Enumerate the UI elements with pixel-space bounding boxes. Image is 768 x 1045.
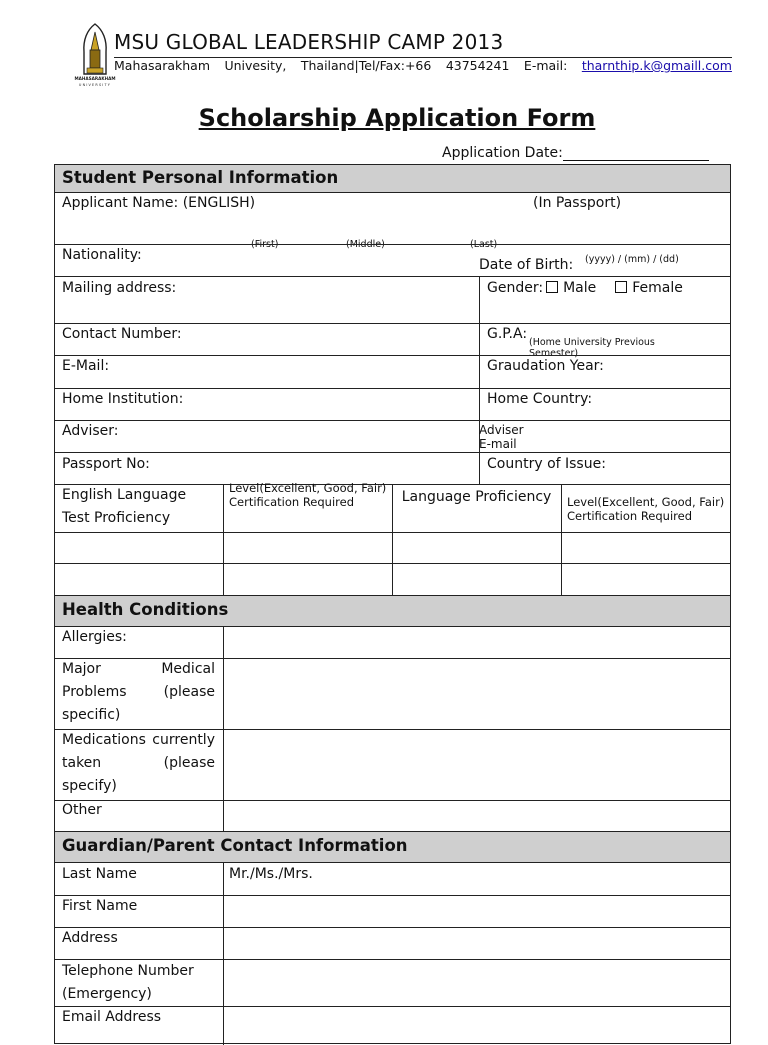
graduation-year-label: Graudation Year: bbox=[487, 358, 604, 374]
contact-number-label: Contact Number: bbox=[62, 326, 182, 342]
female-checkbox[interactable] bbox=[615, 281, 627, 293]
dob-format-hint: (yyyy) / (mm) / (dd) bbox=[585, 254, 679, 265]
first-name-hint: (First) bbox=[251, 239, 279, 250]
passport-no-label: Passport No: bbox=[62, 456, 150, 472]
gender-label: Gender: bbox=[487, 280, 544, 296]
guardian-last-name-label: Last Name bbox=[62, 866, 137, 882]
in-passport-label: (In Passport) bbox=[533, 195, 622, 211]
last-name-hint: (Last) bbox=[470, 239, 498, 250]
guardian-first-name-label: First Name bbox=[62, 898, 138, 914]
language-proficiency-label: Language Proficiency bbox=[401, 489, 552, 505]
guardian-address-label: Address bbox=[62, 930, 118, 946]
gpa-label: G.P.A: bbox=[487, 326, 528, 342]
adviser-email-label: Adviser E-mail bbox=[479, 423, 524, 451]
adviser-label: Adviser: bbox=[62, 423, 119, 439]
section-title: Guardian/Parent Contact Information bbox=[62, 836, 408, 855]
mailing-address-label: Mailing address: bbox=[62, 280, 177, 296]
contact-part: 43754241 bbox=[445, 58, 510, 73]
allergies-label: Allergies: bbox=[62, 629, 127, 645]
nationality-label: Nationality: bbox=[62, 247, 142, 263]
application-form bbox=[54, 164, 731, 1044]
male-label: Male bbox=[563, 280, 597, 296]
applicant-name-label: Applicant Name: (ENGLISH) bbox=[62, 195, 256, 211]
application-date-field[interactable] bbox=[563, 146, 709, 161]
section-title: Student Personal Information bbox=[62, 168, 339, 187]
home-country-label: Home Country: bbox=[487, 391, 593, 407]
application-date bbox=[442, 145, 709, 161]
contact-part: E-mail: bbox=[523, 58, 568, 73]
section-title: Health Conditions bbox=[62, 600, 229, 619]
level-cert-hint: Level(Excellent, Good, Fair) Certification Required bbox=[229, 481, 387, 509]
contact-part: Univesity, bbox=[224, 58, 287, 73]
level-cert-hint-2: Level(Excellent, Good, Fair) Certification Required bbox=[567, 495, 725, 523]
home-institution-label: Home Institution: bbox=[62, 391, 184, 407]
university-logo bbox=[72, 22, 118, 88]
svg-text:UNIVERSITY: UNIVERSITY bbox=[78, 83, 112, 87]
contact-part: Thailand|Tel/Fax:+66 bbox=[300, 58, 432, 73]
email-link[interactable]: tharnthip.k@gmaill.com bbox=[581, 58, 732, 73]
major-medical-label: Major Medical Problems (please specific) bbox=[62, 661, 215, 723]
medications-label: Medications currently taken (please specify) bbox=[62, 732, 215, 794]
email-label: E-Mail: bbox=[62, 358, 110, 374]
dob-label: Date of Birth: bbox=[479, 257, 574, 273]
country-of-issue-label: Country of Issue: bbox=[487, 456, 606, 472]
guardian-email-label: Email Address bbox=[62, 1009, 162, 1025]
other-label: Other bbox=[62, 802, 102, 818]
english-test-label: English Language Test Proficiency bbox=[62, 487, 187, 526]
guardian-title-hint: Mr./Ms./Mrs. bbox=[229, 866, 313, 882]
gender-row bbox=[487, 280, 683, 296]
guardian-telephone-label: Telephone Number (Emergency) bbox=[62, 963, 194, 1002]
svg-text:MAHASARAKHAM: MAHASARAKHAM bbox=[74, 76, 116, 81]
application-date-label: Application Date: bbox=[442, 145, 563, 161]
middle-name-hint: (Middle) bbox=[346, 239, 385, 250]
female-label: Female bbox=[632, 280, 683, 296]
section-header-guardian bbox=[55, 832, 730, 862]
header-contact bbox=[114, 58, 732, 73]
male-checkbox[interactable] bbox=[546, 281, 558, 293]
gpa-note: (Home University Previous Semester) bbox=[529, 337, 655, 359]
camp-title: MSU GLOBAL LEADERSHIP CAMP 2013 bbox=[114, 30, 504, 54]
form-title: Scholarship Application Form bbox=[198, 104, 596, 132]
contact-part: Mahasarakham bbox=[114, 58, 210, 73]
section-header-personal bbox=[55, 165, 730, 192]
section-header-health bbox=[55, 596, 730, 626]
